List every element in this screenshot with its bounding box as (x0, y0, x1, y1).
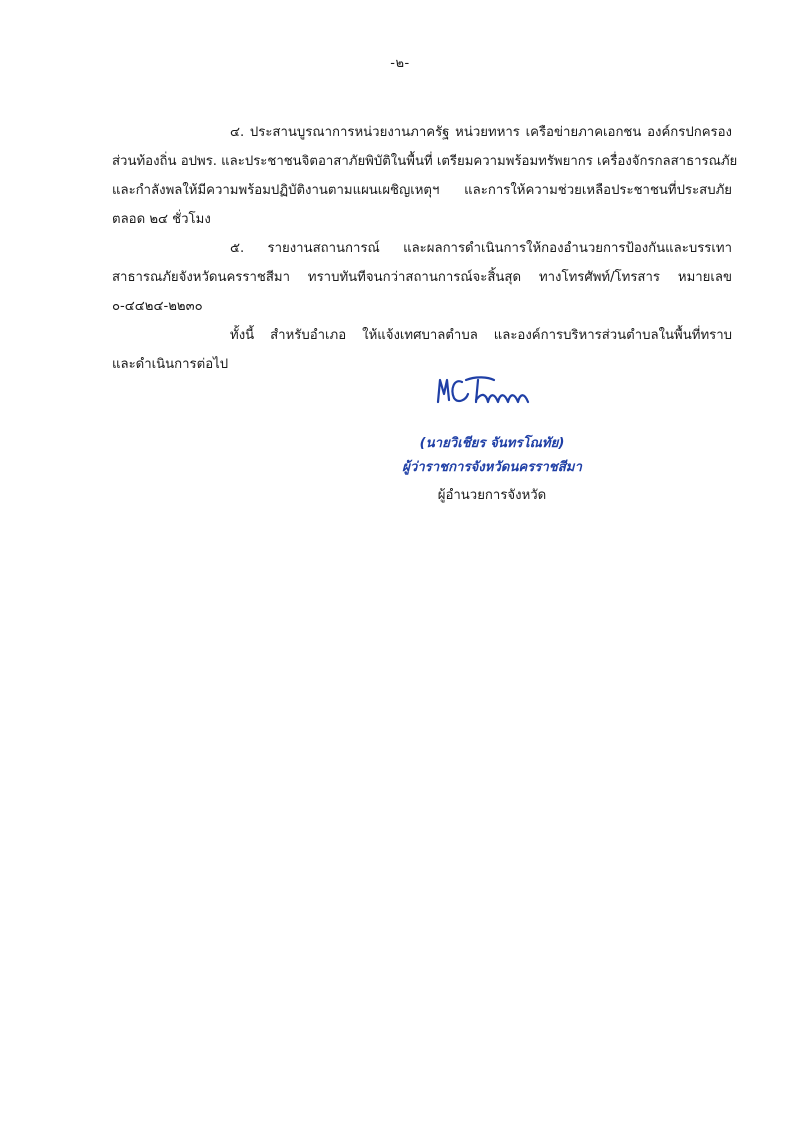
paragraph-line: ๕. รายงานสถานการณ์ และผลการดำเนินการให้กองอำนวยการป้องกันและบรรเทา (230, 241, 732, 256)
signer-name: (นายวิเชียร จันทรโณทัย) (419, 436, 565, 451)
paragraph-line: ๐-๔๔๒๔-๒๒๓๐ (112, 299, 203, 314)
paragraph-line: ส่วนท้องถิ่น อปพร. และประชาชนจิตอาสาภัยพิบัติในพื้นที่ เตรียมความพร้อมทรัพยากร เครื่องจักรกลสาธารณภัย (112, 154, 738, 169)
paragraph-line: ทั้งนี้ สำหรับอำเภอ ให้แจ้งเทศบาลตำบล และองค์การบริหารส่วนตำบลในพื้นที่ทราบ (230, 328, 732, 343)
signer-block (372, 432, 612, 510)
document-body (112, 118, 738, 379)
signer-role: ผู้อำนวยการจังหวัด (437, 488, 547, 503)
paragraph-closing (112, 321, 732, 379)
paragraph-line: สาธารณภัยจังหวัดนครราชสีมา ทราบทันทีจนกว่าสถานการณ์จะสิ้นสุด ทางโทรศัพท์/โทรสาร หมายเลข (112, 270, 732, 285)
handwritten-signature (432, 372, 552, 406)
paragraph-item-5 (112, 234, 732, 321)
paragraph-line: ๔. ประสานบูรณาการหน่วยงานภาครัฐ หน่วยทหาร เครือข่ายภาคเอกชน องค์กรปกครอง (230, 125, 732, 140)
paragraph-line: และดำเนินการต่อไป (112, 357, 229, 372)
paragraph-line: และกำลังพลให้มีความพร้อมปฏิบัติงานตามแผนเผชิญเหตุฯ และการให้ความช่วยเหลือประชาชนที่ประสบภัย (112, 183, 732, 198)
page-number: -๒- (390, 56, 410, 71)
paragraph-item-4 (112, 118, 738, 234)
signer-title: ผู้ว่าราชการจังหวัดนครราชสีมา (402, 460, 582, 475)
paragraph-line: ตลอด ๒๔ ชั่วโมง (112, 212, 211, 227)
